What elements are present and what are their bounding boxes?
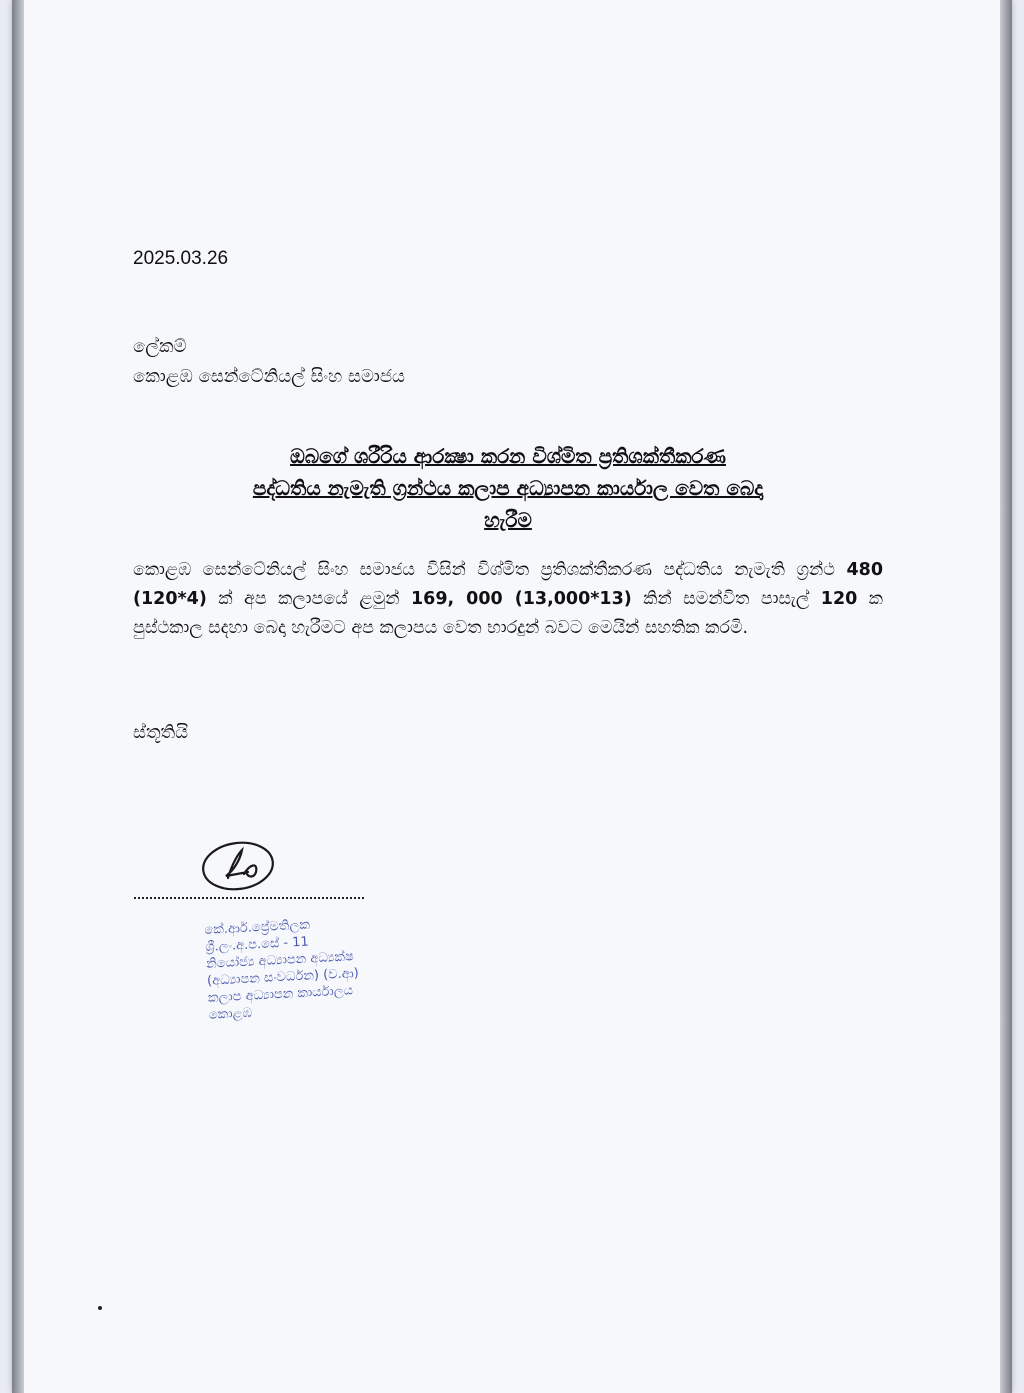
schools-count: 120: [820, 589, 858, 609]
handwritten-signature: [198, 836, 278, 896]
official-stamp: [204, 909, 449, 1023]
signature-line: [134, 897, 364, 899]
closing-thanks: ස්තූතියි: [133, 722, 189, 743]
letter-subject: [133, 440, 883, 536]
body-text-part: ක් අප කලාපයේ ළමුන්: [206, 589, 411, 609]
addressee-organization: කොළඹ සෙන්ටේනියල් සිංහ සමාජය: [133, 366, 405, 387]
books-count: 480 (120*4): [133, 560, 883, 609]
scan-edge-right: [1000, 0, 1012, 1393]
addressee-block: [133, 332, 405, 392]
stamp-line: ශ්‍රී.ලං.අ.ප.සේ - 11: [204, 934, 310, 955]
stamp-line: කේ.ආර්.ප්‍රේමතිලක: [204, 917, 311, 938]
body-text-part: ක පුස්ථකාල සදහා බෙදා හැරීමට අප කලාපය වෙත භාරදුන් බවට මෙයින් සහතික කරමි.: [133, 589, 883, 638]
stamp-line: නියෝජ්‍ය අධ්‍යාපන අධ්‍යක්ෂ: [205, 949, 355, 972]
body-text-part: කොළඹ සෙන්ටේනියල් සිංහ සමාජය විසින් විශ්මිත ප්‍රතිශක්තීකරණ පද්ධතිය නැමැති ග්‍රන්ථ: [133, 560, 847, 580]
letter-body: [133, 556, 883, 643]
scan-speck: [98, 1306, 102, 1310]
subject-line: පද්ධතිය නැමැති ග්‍රන්ථය කලාප අධ්‍යාපන කාර්යාල වෙත බෙදා: [252, 476, 764, 500]
stamp-line: කොළඹ: [208, 1005, 253, 1023]
body-text-part: කින් සමන්විත පාසැල්: [631, 589, 821, 609]
subject-line: ඔබගේ ශරීරිය ආරක්‍ෂා කරන විශ්මිත ප්‍රතිශක්තීකරණ: [290, 444, 726, 468]
letter-date: 2025.03.26: [133, 248, 229, 269]
stamp-line: කලාප අධ්‍යාපන කාර්යාලය: [207, 983, 354, 1006]
scan-edge-left: [12, 0, 24, 1393]
subject-line: හැරීම: [484, 508, 532, 532]
children-count: 169, 000 (13,000*13): [410, 589, 632, 609]
letter-page: [12, 0, 1012, 1393]
stamp-line: (අධ්‍යාපන සංවර්ධන) (ව.ආ): [206, 965, 360, 989]
addressee-title: ලේකම්: [133, 336, 187, 357]
